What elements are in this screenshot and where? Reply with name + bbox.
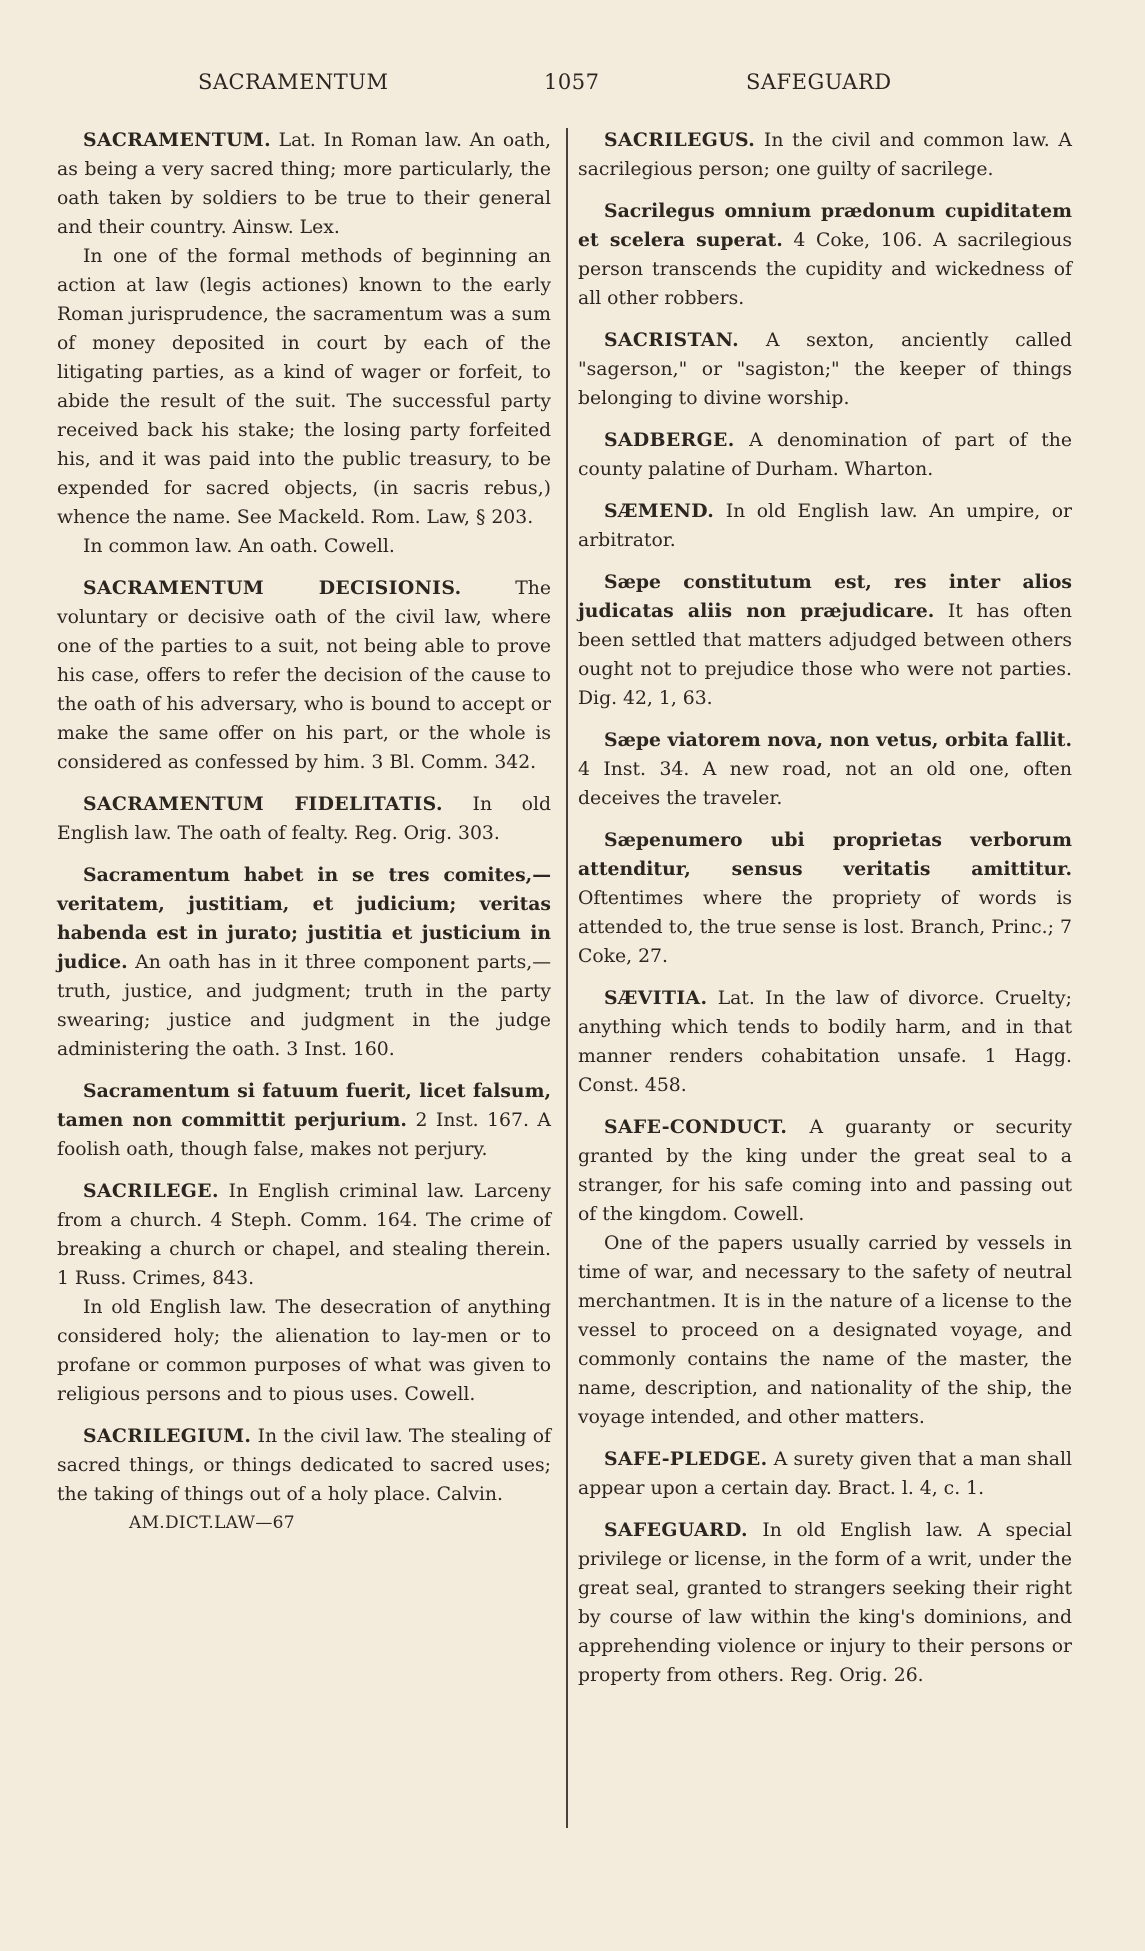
maxim-text: Sacrilegus omnium prædonum cupiditatem et scelera superat. <box>578 200 1072 251</box>
definition-text: A sexton, anciently called "sagerson," or "sagiston;" the keeper of things belonging to divine worship. <box>578 330 1072 409</box>
entry-sacrilege <box>57 1177 551 1293</box>
entry-sacristan <box>578 326 1072 413</box>
entry-sadberge <box>578 426 1072 484</box>
definition-text: An oath has in it three component parts,—truth, justice, and judgment; truth in the party swearing; justice and judgment in the judge administering the oath. 3 Inst. 160. <box>57 952 551 1060</box>
entry-sacramentum-decisionis <box>57 574 551 777</box>
maxim-sacrilegus-omnium <box>578 197 1072 313</box>
definition-text: Lat. In Roman law. An oath, as being a very sacred thing; more particularly, the oath taken by soldiers to be true to their general and their country. Ainsw. Lex. <box>57 130 551 238</box>
entry-safeguard <box>578 1516 1072 1690</box>
definition-text: Lat. In the law of divorce. Cruelty; anything which tends to bodily harm, and in that manner renders cohabitation unsafe. 1 Hagg. Const. 458. <box>578 988 1072 1096</box>
entry-saemend <box>578 497 1072 555</box>
headword: SACRAMENTUM. <box>83 129 272 151</box>
headword: SAFE-CONDUCT. <box>604 1116 788 1138</box>
definition-text: A denomination of part of the county palatine of Durham. Wharton. <box>578 430 1072 480</box>
headword: SACRISTAN. <box>604 329 740 351</box>
definition-text: In old English law. The oath of fealty. Reg. Orig. 303. <box>57 794 552 844</box>
definition-text: A guaranty or security granted by the king under the great seal to a stranger, for his safe coming into and passing out of the kingdom. Cowell. <box>578 1117 1072 1225</box>
column-divider <box>566 128 568 1828</box>
maxim-text: Sacramentum habet in se tres comites,—veritatem, justitiam, et judicium; veritas habenda est in jurato; justitia et justicium in judice. <box>57 864 551 973</box>
headword: SACRAMENTUM FIDELITATIS. <box>83 793 443 815</box>
entry-continuation <box>57 532 551 561</box>
definition-text: It has often been settled that matters adjudged between others ought not to prejudice those who were not parties. Dig. 42, 1, 63. <box>578 601 1072 709</box>
maxim-saepenumero <box>578 826 1072 971</box>
headword: SACRILEGUS. <box>604 129 756 151</box>
entry-sacrilegus <box>578 126 1072 184</box>
maxim-text: Sacramentum si fatuum fuerit, licet falsum, tamen non committit perjurium. <box>57 1080 551 1131</box>
definition-text: In common law. An oath. Cowell. <box>83 536 395 557</box>
left-column <box>57 126 551 1538</box>
entry-saevitia <box>578 984 1072 1100</box>
maxim-text: Sæpe viatorem nova, non vetus, orbita fallit. <box>604 729 1072 751</box>
entry-continuation <box>57 1293 551 1409</box>
entry-continuation <box>578 1229 1072 1432</box>
entry-sacramentum <box>57 126 551 242</box>
definition-text: 4 Inst. 34. A new road, not an old one, often deceives the traveler. <box>578 759 1072 809</box>
maxim-saepe-viatorem <box>578 726 1072 813</box>
definition-text: The voluntary or decisive oath of the civil law, where one of the parties to a suit, not being able to prove his case, offers to refer the decision of the cause to the oath of his adversary, who is bound to accept or make the same offer on his part, or the whole is considered as confessed by him. 3 Bl. Comm. 342. <box>57 578 551 773</box>
entry-safe-conduct <box>578 1113 1072 1229</box>
maxim-text: Sæpenumero ubi proprietas verborum attenditur, sensus veritatis amittitur. <box>578 829 1072 880</box>
definition-text: In old English law. A special privilege or license, in the form of a writ, under the great seal, granted to strangers seeking their right by course of law within the king's dominions, and apprehending violence or injury to their persons or property from others. Reg. Orig. 26. <box>578 1520 1072 1686</box>
entry-sacrilegium <box>57 1422 551 1509</box>
maxim-sacramentum-si-fatuum <box>57 1077 551 1164</box>
running-header <box>0 70 1145 104</box>
headword: SAFE-PLEDGE. <box>604 1448 768 1470</box>
definition-text: 4 Coke, 106. A sacrilegious person transcends the cupidity and wickedness of all other robbers. <box>578 230 1072 309</box>
definition-text: In English criminal law. Larceny from a church. 4 Steph. Comm. 164. The crime of breaking a church or chapel, and stealing therein. 1 Russ. Crimes, 843. <box>57 1181 551 1289</box>
definition-text: In the civil and common law. A sacrilegious person; one guilty of sacrilege. <box>578 130 1072 180</box>
headword: SÆMEND. <box>604 500 715 522</box>
entry-sacramentum-fidelitatis <box>57 790 551 848</box>
entry-continuation <box>57 242 551 532</box>
definition-text: In old English law. An umpire, or arbitrator. <box>578 501 1072 551</box>
definition-text: A surety given that a man shall appear upon a certain day. Bract. l. 4, c. 1. <box>578 1449 1072 1499</box>
maxim-text: Sæpe constitutum est, res inter alios judicatas aliis non præjudicare. <box>578 571 1072 622</box>
signature-mark: AM.DICT.LAW—67 <box>129 1513 295 1533</box>
right-column <box>578 126 1072 1703</box>
maxim-sacramentum-habet <box>57 861 551 1064</box>
definition-text: Oftentimes where the propriety of words is attended to, the true sense is lost. Branch, Princ.; 7 Coke, 27. <box>578 888 1072 967</box>
header-left-guide-word: SACRAMENTUM <box>198 70 389 94</box>
header-right-guide-word: SAFEGUARD <box>746 70 892 94</box>
definition-text: In one of the formal methods of beginning an action at law (legis actiones) known to the early Roman jurisprudence, the sacramentum was a sum of money deposited in court by each of the litigating parties, as a kind of wager or forfeit, to abide the result of the suit. The successful party received back his stake; the losing party forfeited his, and it was paid into the public treasury, to be expended for sacred objects, (in sacris rebus,) whence the name. See Mackeld. Rom. Law, § 203. <box>57 246 551 528</box>
definition-text: In old English law. The desecration of anything considered holy; the alienation to lay-men or to profane or common purposes of what was given to religious persons and to pious uses. Cowell. <box>57 1297 551 1405</box>
entry-safe-pledge <box>578 1445 1072 1503</box>
headword: SACRAMENTUM DECISIONIS. <box>83 577 462 599</box>
maxim-saepe-constitutum <box>578 568 1072 713</box>
definition-text: In the civil law. The stealing of sacred things, or things dedicated to sacred uses; the taking of things out of a holy place. Calvin. <box>57 1426 551 1505</box>
headword: SACRILEGE. <box>83 1180 219 1202</box>
definition-text: 2 Inst. 167. A foolish oath, though false, makes not perjury. <box>57 1110 551 1160</box>
page-number: 1057 <box>544 70 600 94</box>
headword: SADBERGE. <box>604 429 735 451</box>
headword: SÆVITIA. <box>604 987 708 1009</box>
definition-text: One of the papers usually carried by vessels in time of war, and necessary to the safety of neutral merchantmen. It is in the nature of a license to the vessel to proceed on a designated voyage, and commonly contains the name of the master, the name, description, and nationality of the ship, the voyage intended, and other matters. <box>578 1233 1072 1428</box>
headword: SACRILEGIUM. <box>83 1425 252 1447</box>
headword: SAFEGUARD. <box>604 1519 748 1541</box>
